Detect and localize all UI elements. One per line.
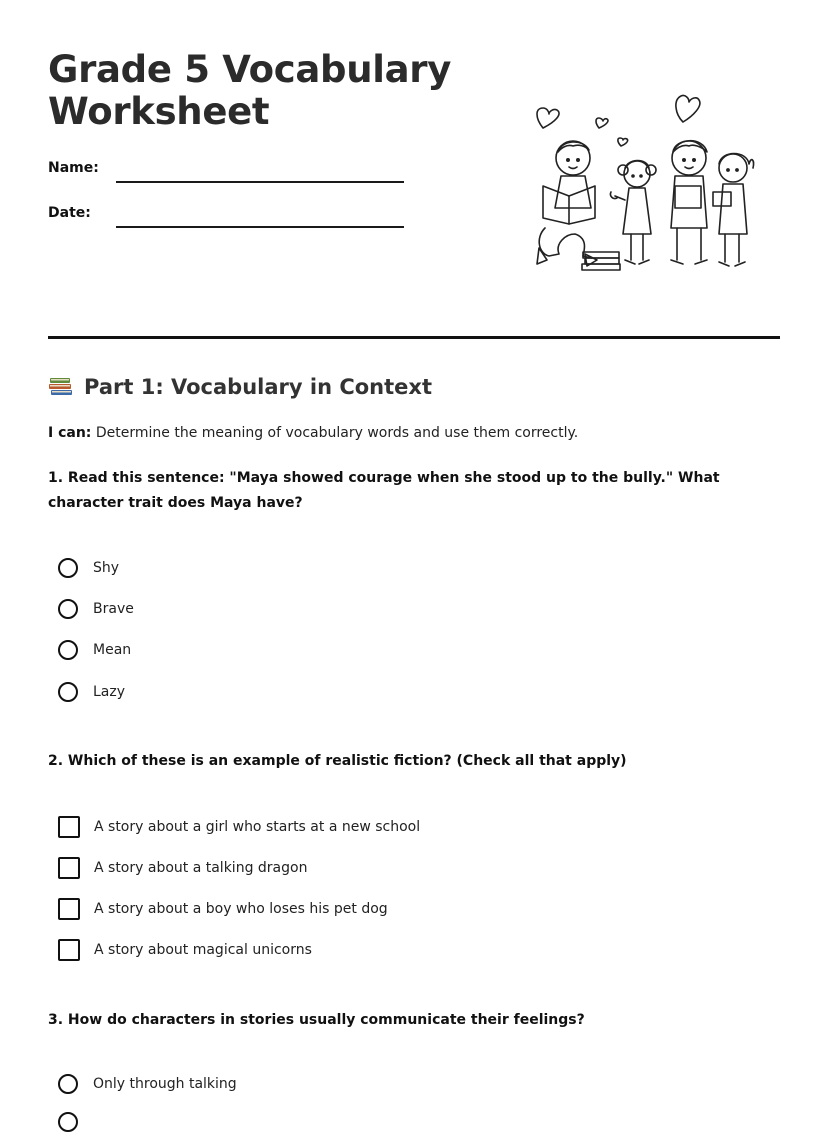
checkbox[interactable] xyxy=(58,898,80,920)
boy-reading-figure xyxy=(537,141,597,266)
title-line-1: Grade 5 Vocabulary xyxy=(48,48,452,91)
option-label: A story about a boy who loses his pet dog xyxy=(94,901,388,917)
heart-icon xyxy=(676,95,700,122)
option-label: Brave xyxy=(93,601,134,617)
section-divider xyxy=(48,336,780,339)
option-label: A story about magical unicorns xyxy=(94,942,312,958)
girl-with-book-figure xyxy=(713,154,754,267)
q3-option-2[interactable] xyxy=(58,1110,93,1134)
title-line-2: Worksheet xyxy=(48,90,270,133)
learning-goal xyxy=(48,425,578,441)
q2-option-new-school[interactable] xyxy=(58,815,420,839)
q2-option-talking-dragon[interactable] xyxy=(58,856,307,880)
q3-option-talking[interactable] xyxy=(58,1072,237,1096)
ican-label: I can: xyxy=(48,425,92,441)
question-2-prompt: 2. Which of these is an example of realistic fiction? (Check all that apply) xyxy=(48,753,627,769)
radio-button[interactable] xyxy=(58,1074,78,1094)
q2-option-unicorns[interactable] xyxy=(58,938,312,962)
heart-icon xyxy=(537,108,559,128)
name-field[interactable] xyxy=(48,160,408,184)
boy-standing-figure xyxy=(671,141,707,264)
children-reading-illustration xyxy=(525,88,765,278)
name-label: Name: xyxy=(48,160,99,176)
q1-option-mean[interactable] xyxy=(58,638,131,662)
ican-text: Determine the meaning of vocabulary words and use them correctly. xyxy=(91,425,579,441)
date-line[interactable] xyxy=(116,226,404,228)
radio-button[interactable] xyxy=(58,558,78,578)
date-field[interactable] xyxy=(48,205,408,229)
question-1-prompt: 1. Read this sentence: "Maya showed courage when she stood up to the bully." What character trait does Maya have? xyxy=(48,470,720,511)
checkbox[interactable] xyxy=(58,816,80,838)
radio-button[interactable] xyxy=(58,640,78,660)
question-3-prompt: 3. How do characters in stories usually communicate their feelings? xyxy=(48,1012,585,1028)
option-label: Lazy xyxy=(93,684,126,700)
heart-icon xyxy=(596,118,608,128)
books-icon xyxy=(48,375,74,399)
radio-button[interactable] xyxy=(58,682,78,702)
checkbox[interactable] xyxy=(58,939,80,961)
girl-figure xyxy=(610,161,656,265)
radio-button[interactable] xyxy=(58,599,78,619)
date-label: Date: xyxy=(48,205,91,221)
option-label: Only through talking xyxy=(93,1076,237,1092)
option-label: Mean xyxy=(93,642,132,658)
name-line[interactable] xyxy=(116,181,404,183)
radio-button[interactable] xyxy=(58,1112,78,1132)
part1-title: Part 1: Vocabulary in Context xyxy=(84,375,432,399)
q2-option-lost-dog[interactable] xyxy=(58,897,388,921)
heart-icon xyxy=(618,138,628,146)
part1-heading xyxy=(48,375,432,399)
checkbox[interactable] xyxy=(58,857,80,879)
q1-option-shy[interactable] xyxy=(58,556,119,580)
q1-option-brave[interactable] xyxy=(58,597,134,621)
option-label: A story about a talking dragon xyxy=(94,860,308,876)
worksheet-title xyxy=(48,49,451,133)
q1-option-lazy[interactable] xyxy=(58,680,125,704)
option-label: A story about a girl who starts at a new school xyxy=(94,819,421,835)
option-label: Shy xyxy=(93,560,120,576)
